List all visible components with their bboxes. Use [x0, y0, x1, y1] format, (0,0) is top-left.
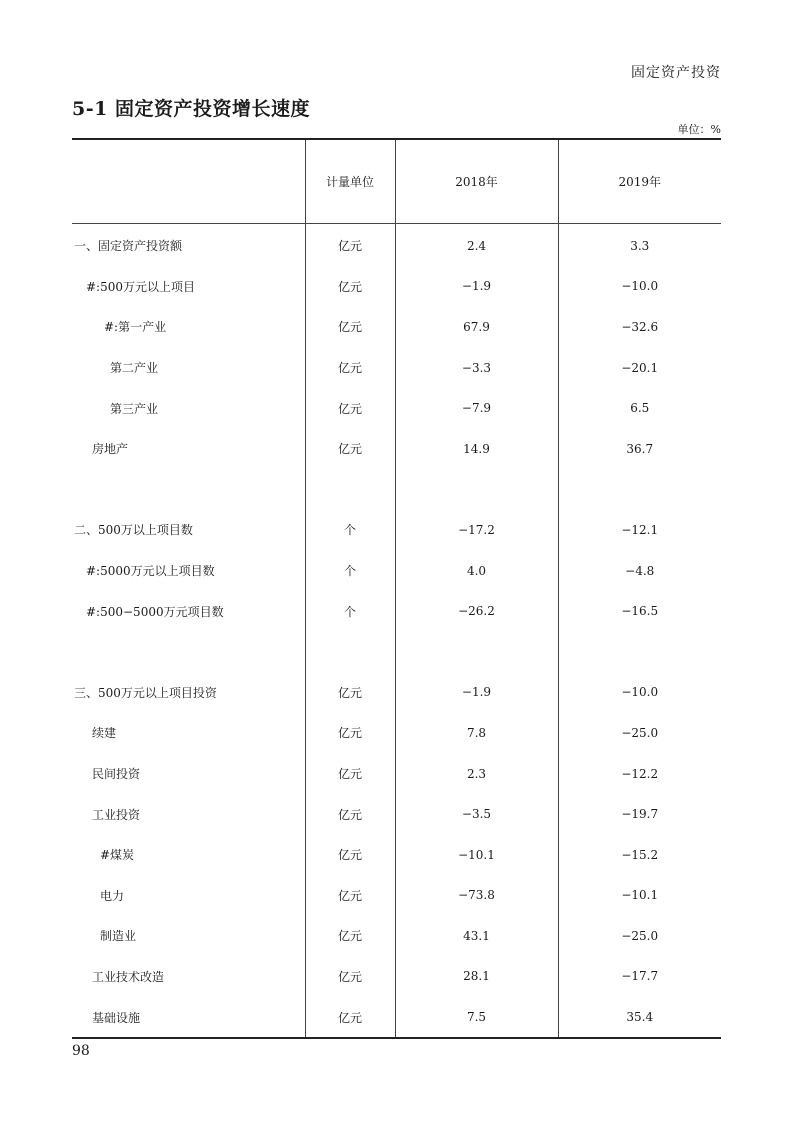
investment-growth-table — [72, 138, 721, 1039]
row-value-2019: 6.5 — [558, 388, 721, 429]
row-unit: 亿元 — [305, 388, 395, 429]
row-value-2019: −32.6 — [558, 307, 721, 348]
row-unit: 亿元 — [305, 834, 395, 875]
header-2018: 2018年 — [395, 139, 558, 223]
row-value-2018: −26.2 — [395, 591, 558, 632]
row-label: 二、500万以上项目数 — [74, 523, 193, 538]
row-unit: 亿元 — [305, 347, 395, 388]
row-value-2019 — [558, 469, 721, 510]
row-label: 工业技术改造 — [92, 969, 165, 984]
row-unit — [305, 469, 395, 510]
row-unit: 个 — [305, 510, 395, 551]
row-label: 第三产业 — [110, 401, 159, 416]
row-value-2018: 2.4 — [395, 223, 558, 266]
row-value-2018: 28.1 — [395, 956, 558, 997]
row-value-2019: −12.1 — [558, 510, 721, 551]
row-value-2018 — [395, 631, 558, 672]
row-unit: 个 — [305, 550, 395, 591]
row-label: 一、固定资产投资额 — [74, 239, 183, 254]
row-value-2018: 2.3 — [395, 753, 558, 794]
table-row — [72, 956, 721, 997]
row-label: #:第一产业 — [104, 320, 167, 335]
row-value-2018: 67.9 — [395, 307, 558, 348]
row-value-2018: −7.9 — [395, 388, 558, 429]
table-row — [72, 672, 721, 713]
table-row — [72, 997, 721, 1039]
row-value-2019: −25.0 — [558, 916, 721, 957]
row-label — [72, 631, 305, 672]
table-row — [72, 875, 721, 916]
table-row — [72, 834, 721, 875]
header-item — [72, 139, 305, 223]
row-unit: 亿元 — [305, 307, 395, 348]
row-label: #:500万元以上项目 — [86, 279, 196, 294]
row-value-2019: −10.0 — [558, 672, 721, 713]
row-value-2018: −1.9 — [395, 672, 558, 713]
table-title: 5-1 固定资产投资增长速度 — [72, 98, 310, 120]
row-label: 电力 — [100, 888, 125, 903]
row-unit: 亿元 — [305, 997, 395, 1039]
row-value-2018: 7.5 — [395, 997, 558, 1039]
row-value-2019: −25.0 — [558, 713, 721, 754]
row-label: 基础设施 — [72, 997, 305, 1039]
row-value-2019: −20.1 — [558, 347, 721, 388]
row-label: 三、500万元以上项目投资 — [74, 685, 217, 700]
row-value-2019: 36.7 — [558, 428, 721, 469]
row-unit: 亿元 — [305, 223, 395, 266]
table-row — [72, 428, 721, 469]
table-row — [72, 591, 721, 632]
table-row — [72, 713, 721, 754]
row-value-2018: 7.8 — [395, 713, 558, 754]
row-value-2019: −15.2 — [558, 834, 721, 875]
row-unit: 亿元 — [305, 713, 395, 754]
row-unit: 个 — [305, 591, 395, 632]
row-value-2018: 43.1 — [395, 916, 558, 957]
row-value-2019: −10.1 — [558, 875, 721, 916]
row-label: 房地产 — [92, 442, 129, 457]
header-2019: 2019年 — [558, 139, 721, 223]
table-row — [72, 469, 721, 510]
row-value-2018: −3.3 — [395, 347, 558, 388]
table-row — [72, 753, 721, 794]
row-unit: 亿元 — [305, 266, 395, 307]
row-value-2019: −16.5 — [558, 591, 721, 632]
page-number: 98 — [72, 1043, 90, 1059]
row-unit: 亿元 — [305, 428, 395, 469]
table-row — [72, 550, 721, 591]
table-row — [72, 916, 721, 957]
statistics-table — [72, 138, 721, 1039]
table-row — [72, 510, 721, 551]
row-value-2018: −73.8 — [395, 875, 558, 916]
row-value-2018: 14.9 — [395, 428, 558, 469]
table-row — [72, 631, 721, 672]
row-value-2019: −19.7 — [558, 794, 721, 835]
row-value-2019 — [558, 631, 721, 672]
row-label: #煤炭 — [100, 848, 135, 863]
header-unit: 计量单位 — [305, 139, 395, 223]
table-row — [72, 307, 721, 348]
row-value-2019: −4.8 — [558, 550, 721, 591]
table-body — [72, 223, 721, 1038]
row-value-2019: −17.7 — [558, 956, 721, 997]
row-value-2018 — [395, 469, 558, 510]
row-value-2019: 35.4 — [558, 997, 721, 1039]
row-value-2018: 4.0 — [395, 550, 558, 591]
table-row — [72, 266, 721, 307]
row-value-2018: −1.9 — [395, 266, 558, 307]
row-value-2018: −10.1 — [395, 834, 558, 875]
row-unit: 亿元 — [305, 794, 395, 835]
row-label — [72, 469, 305, 510]
row-label: 民间投资 — [92, 767, 141, 782]
table-header-row — [72, 139, 721, 223]
table-row — [72, 794, 721, 835]
row-label: 制造业 — [100, 929, 137, 944]
row-unit: 亿元 — [305, 753, 395, 794]
row-unit: 亿元 — [305, 672, 395, 713]
row-value-2018: −17.2 — [395, 510, 558, 551]
row-unit: 亿元 — [305, 916, 395, 957]
row-label: 工业投资 — [92, 807, 141, 822]
row-label: #:500−5000万元项目数 — [86, 604, 224, 619]
row-value-2019: −10.0 — [558, 266, 721, 307]
row-label: 第二产业 — [110, 361, 159, 376]
row-label: #:5000万元以上项目数 — [86, 564, 215, 579]
running-head: 固定资产投资 — [631, 65, 721, 81]
row-value-2019: 3.3 — [558, 223, 721, 266]
row-value-2018: −3.5 — [395, 794, 558, 835]
unit-note: 单位：% — [677, 123, 721, 136]
row-unit: 亿元 — [305, 956, 395, 997]
table-row — [72, 388, 721, 429]
row-unit — [305, 631, 395, 672]
row-label: 续建 — [92, 726, 117, 741]
table-row — [72, 347, 721, 388]
row-value-2019: −12.2 — [558, 753, 721, 794]
row-unit: 亿元 — [305, 875, 395, 916]
table-row — [72, 223, 721, 266]
